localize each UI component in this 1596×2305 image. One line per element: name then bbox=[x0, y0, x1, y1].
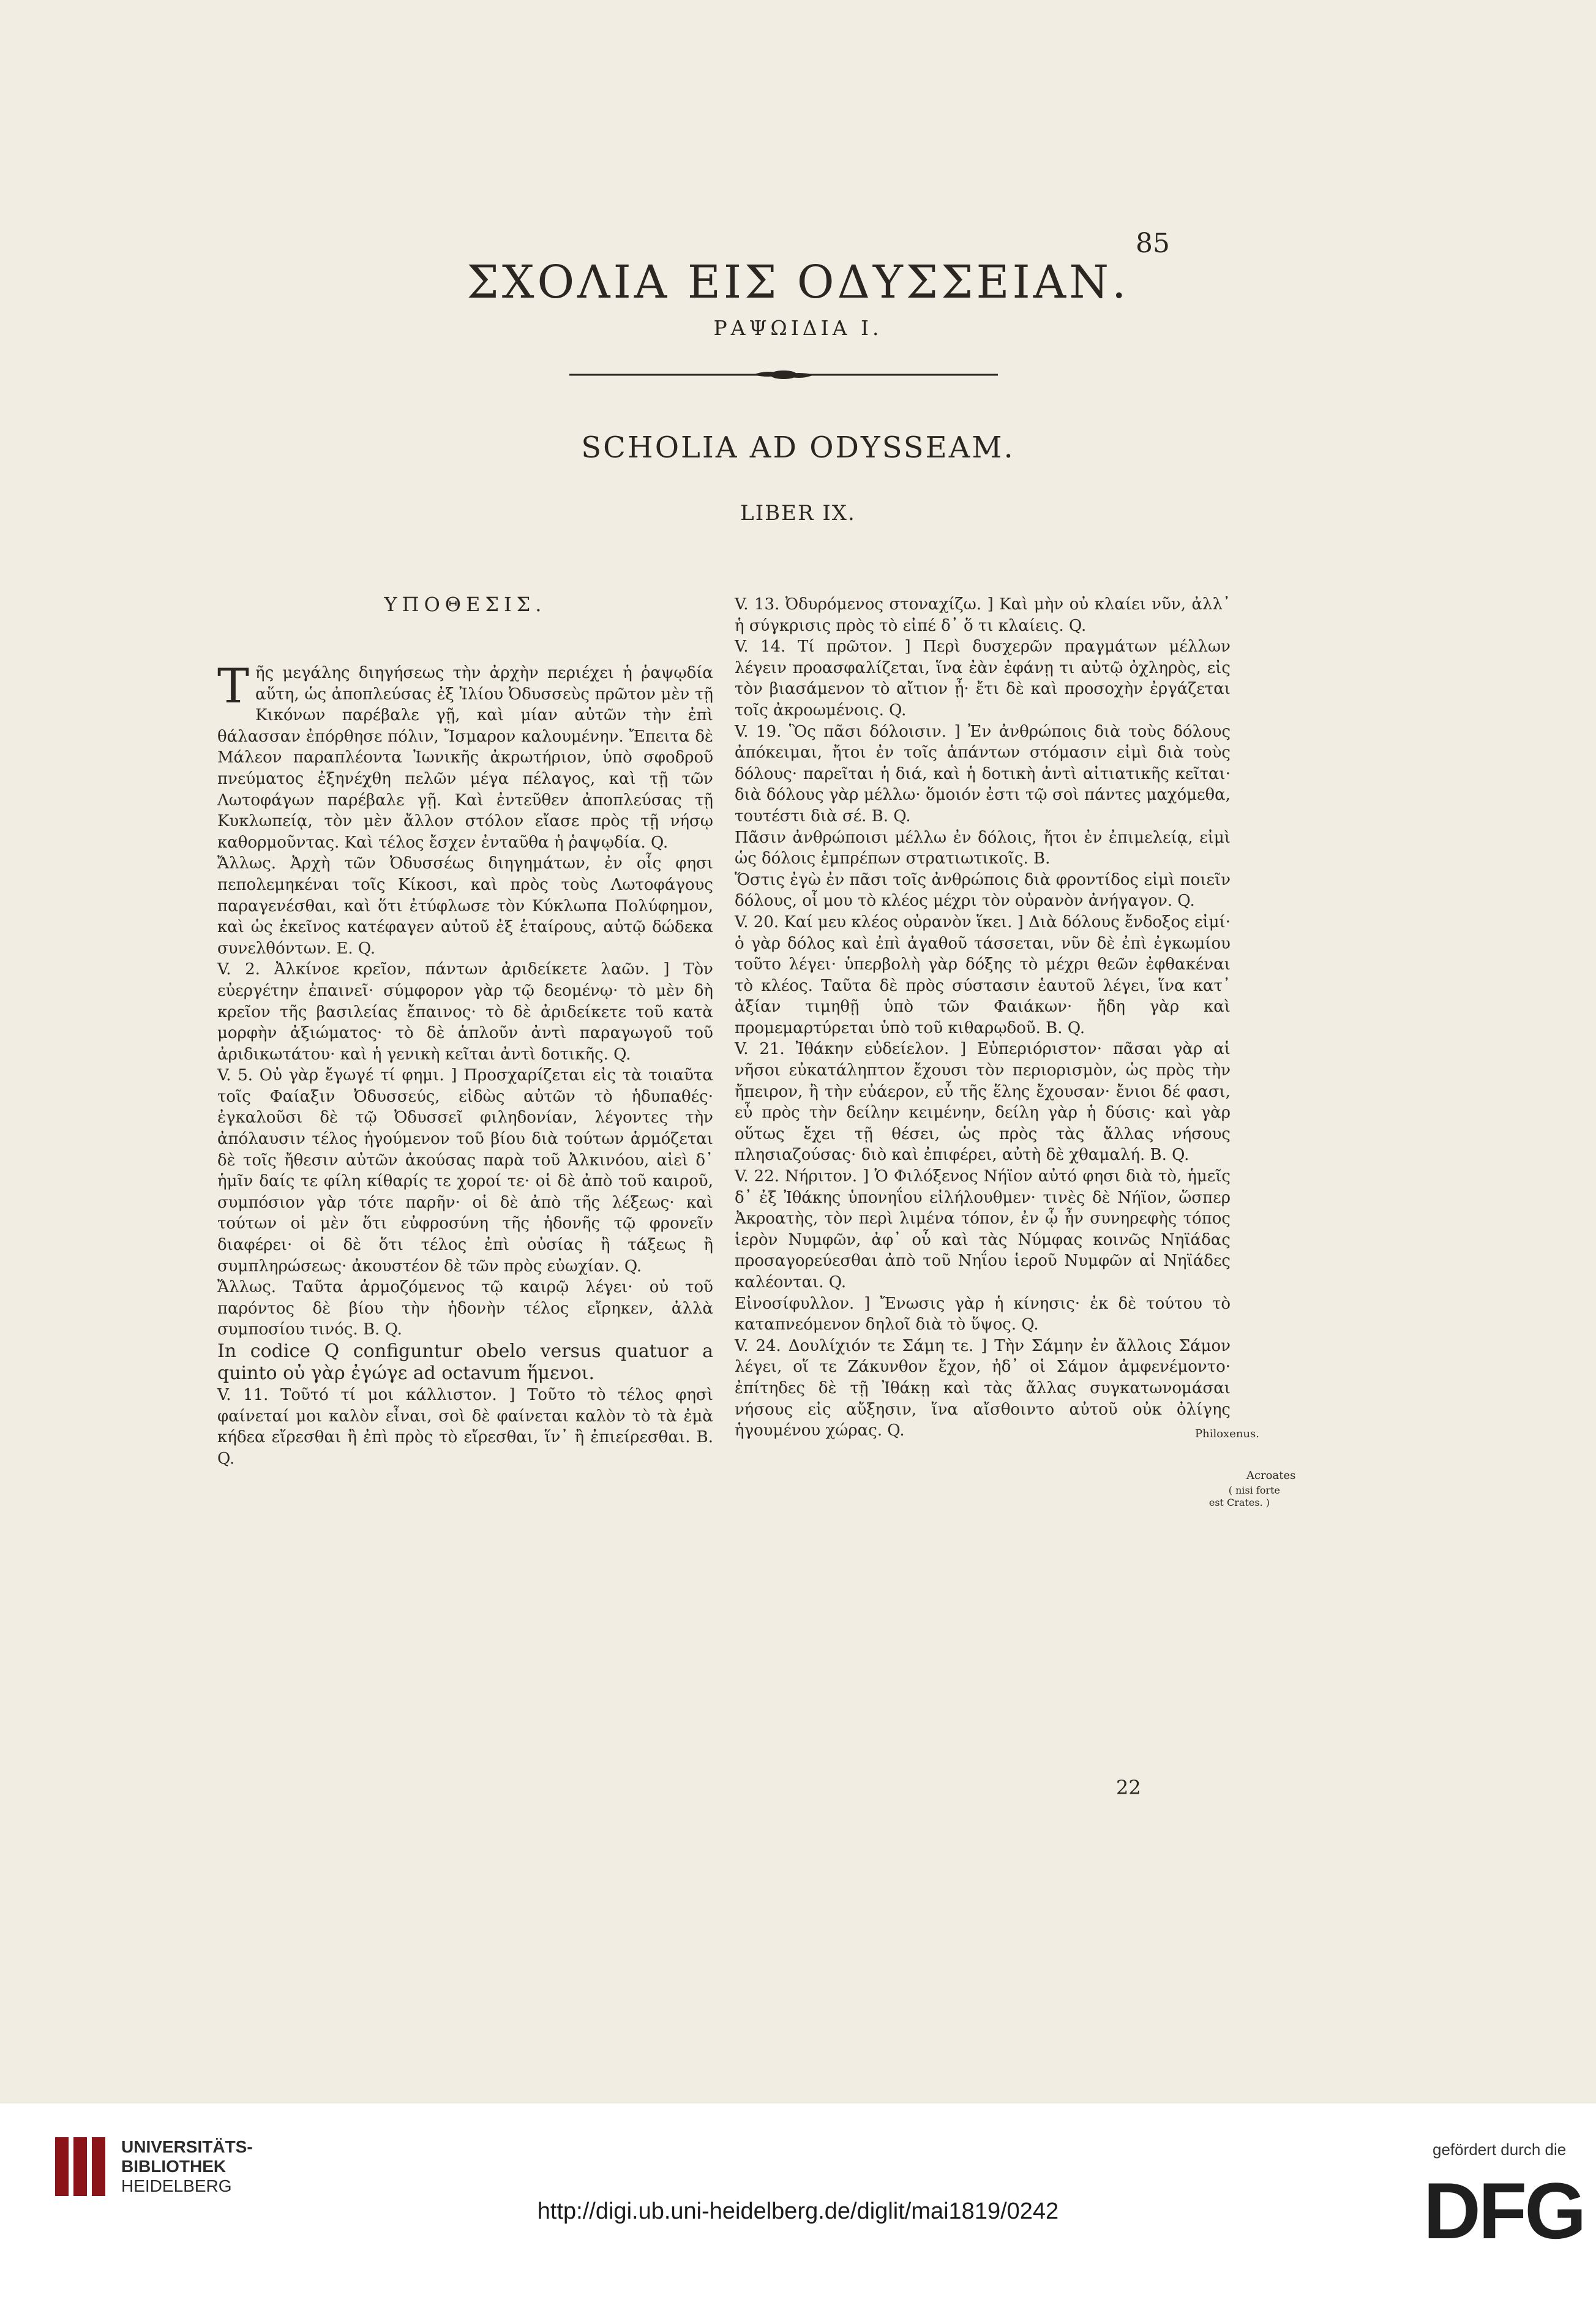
ornament-divider bbox=[569, 367, 998, 382]
scholion-paragraph: V. 13. Ὀδυρόμενος στοναχίζω. ] Καὶ μὴν οὐ κλαίει νῦν, ἀλλ᾽ ἡ σύγκρισις πρὸς τὸ εἰπέ δ᾽ ὅ τι κλαίεις. Q. bbox=[735, 595, 1231, 635]
title-greek: ΣΧΟΛΙΑ ΕΙΣ ΟΔΥΣΣΕΙΑΝ. bbox=[466, 256, 1130, 309]
logo-bar bbox=[73, 2137, 87, 2196]
page-number: 85 bbox=[1136, 228, 1170, 259]
logo-bar bbox=[55, 2137, 69, 2196]
scholion-paragraph: V. 11. Τοῦτό τί μοι κάλλιστον. ] Τοῦτο τὸ τέλος φησὶ φαίνεταί μοι καλὸν εἶναι, σοὶ δὲ φαίνεται καλὸν τὸ τὰ ἐμὰ κήδεα εἴρεσθαι ἢ ἐπὶ πρὸς τὸ εἴρεσθαι, ἵν᾽ ἢ ἐπιείρεσθαι. B. Q. bbox=[217, 1386, 713, 1468]
scholion-paragraph: Πᾶσιν ἀνθρώποισι μέλλω ἐν δόλοις, ἤτοι ἐν ἐπιμελείᾳ, εἰμὶ ὡς δόλοις ἐμπρέπων στρατιωτικοῖς. B. bbox=[735, 828, 1231, 868]
permalink-url[interactable]: http://digi.ub.uni-heidelberg.de/diglit/mai1819/0242 bbox=[537, 2198, 1059, 2224]
margin-note-acroates-2: ( nisi forte bbox=[1228, 1484, 1280, 1496]
scholion-paragraph: Εἰνοσίφυλλον. ] Ἔνωσις γὰρ ἡ κίνησις· ἐκ δὲ τούτου τὸ καταπνεόμενον δηλοῖ διὰ τὸ ὕψος. Q. bbox=[735, 1294, 1231, 1334]
right-column bbox=[735, 594, 1231, 1442]
scholion-paragraph: V. 5. Οὐ γὰρ ἔγωγέ τί φημι. ] Προσχαρίζεται εἰς τὰ τοιαῦτα τοῖς Φαίαξιν Ὀδυσσεύς, εἰδὼς αὐτῶν τὸ ἡδυπαθές· ἐγκαλοῦσι δὲ τῷ Ὀδυσσεῖ φιληδονίαν, λέγοντες τὴν ἀπόλαυσιν τέλος ἡγούμενον τοῦ βίου διὰ τούτων ἁρμόζεται δὲ τοῖς ἤθεσιν αὐτῶν ἀκούσας παρὰ τοῦ Ἀλκινόου, αἰεὶ δ᾽ ἡμῖν δαίς τε φίλη κίθαρίς τε χοροί τε· οἱ δὲ ἀπὸ τοῦ καιροῦ, συμπόσιον γὰρ τότε παρῆν· οἱ δὲ ἀπὸ τῆς λέξεως· καὶ τούτων οἱ μὲν ὅτι εὐφροσύνη τῆς ἡδονῆς τῷ φρονεῖν διαφέρει· οἱ δὲ ὅτι τέλος ἐπὶ οὐσίας ἢ τάξεως ἢ συμπληρώσεως· ἀκουστέον δὲ τῶν πρὸς εὐωχίαν. Q. bbox=[217, 1066, 713, 1276]
latin-note: In codice Q configuntur obelo versus quatuor a quinto οὐ γὰρ ἐγώγε ad octavum ἥμενοι. bbox=[217, 1341, 713, 1384]
drop-cap: Τ bbox=[217, 659, 250, 714]
hypothesis-text: ῆς μεγάλης διηγήσεως τὴν ἀρχὴν περιέχει ἡ ῥαψῳδία αὕτη, ὡς ἀποπλεύσας ἐξ Ἰλίου Ὀδυσσεὺς πρῶτον μὲν τῇ Κικόνων παρέβαλε γῇ, καὶ μίαν αὐτῶν τὴν ἐπὶ θάλασσαν ἐπόρθησε πόλιν, Ἴσμαρον καλουμένην. Ἔπειτα δὲ Μάλεον παραπλέοντα Ἰωνικῆς ἀκρωτήριον, ὑπὸ σφοδροῦ πνεύματος ἐξηνέχθη πελῶν μέγα πέλαγος, καὶ τῇ τῶν Λωτοφάγων παρέβαλε γῇ. Καὶ ἐντεῦθεν ἀποπλεύσας τῇ Κυκλωπείᾳ, τὸν μὲν ἄλλον στόλον εἴασε πρὸς τῇ νήσῳ καθορμοῦντας. Καὶ τέλος ἔσχεν ἐνταῦθα ἡ ῥαψῳδία. Q. bbox=[217, 664, 713, 852]
university-name-line3: HEIDELBERG bbox=[121, 2176, 232, 2195]
subtitle-latin: LIBER IX. bbox=[740, 501, 856, 525]
university-logo[interactable] bbox=[55, 2137, 253, 2205]
logo-bar bbox=[92, 2137, 105, 2196]
hypothesis-paragraph bbox=[217, 659, 713, 853]
scholion-paragraph: Ἄλλως. Ταῦτα ἁρμοζόμενος τῷ καιρῷ λέγει· οὐ τοῦ παρόντος δὲ βίου τὴν ἡδονὴν τέλος εἴρηκεν, ἀλλὰ συμποσίου τινός. B. Q. bbox=[217, 1278, 713, 1339]
viewer-footer bbox=[0, 2104, 1596, 2305]
left-column bbox=[217, 594, 713, 1469]
university-name-line2: BIBLIOTHEK bbox=[121, 2157, 227, 2176]
scholion-paragraph: V. 2. Ἀλκίνοε κρεῖον, πάντων ἀριδείκετε λαῶν. ] Τὸν εὐεργέτην ἐπαινεῖ· σύμφορον γὰρ τῷ δεομένῳ· τὸ μὲν δὴ κρεῖον τῆς βασιλείας ἔπαινος· τὸ δὲ ἀριδείκετε τοῦ κατὰ μορφὴν ἀξιώματος· τὸ δὲ ἁπλοῦν ἀντὶ παραγωγοῦ τοῦ ἀριδικωτάτου· καὶ ἡ γενικὴ κεῖται ἀντὶ δοτικῆς. Q. bbox=[217, 960, 713, 1064]
scholion-paragraph: Ἄλλως. Ἀρχὴ τῶν Ὀδυσσέως διηγημάτων, ἐν οἷς φησι πεπολεμηκέναι τοῖς Κίκοσι, καὶ πρὸς τοὺς Λωτοφάγους παραγενέσθαι, καὶ ὅτι ἐτύφλωσε τὸν Κύκλωπα Πολύφημον, καὶ ὡς ἐκεῖνος κατέφαγεν αὐτοῦ ἐξ ἑταίρους, αὐτῷ δώδεκα συνελθόντων. E. Q. bbox=[217, 854, 713, 958]
subtitle-greek: ΡΑΨΩΙΔΙΑ Ι. bbox=[713, 316, 883, 340]
university-name-line1: UNIVERSITÄTS- bbox=[121, 2137, 253, 2156]
dfg-logo[interactable]: DFG bbox=[1423, 2166, 1584, 2255]
margin-note-acroates-3: est Crates. ) bbox=[1208, 1497, 1270, 1508]
margin-note-acroates: Acroates bbox=[1246, 1469, 1296, 1482]
title-latin: SCHOLIA AD ODYSSEAM. bbox=[581, 431, 1015, 465]
scholion-paragraph: V. 14. Τί πρῶτον. ] Περὶ δυσχερῶν πραγμάτων μέλλων λέγειν προασφαλίζεται, ἵνα ἐὰν ἐφάνῃ τι αὐτῷ ὀχληρὸς, εἰς τὸν βιασάμενον τὸ αἴτιον ᾖ· ἔτι δὲ καὶ προσοχὴν ἐργάζεται τοῖς ἀκροωμένοις. Q. bbox=[735, 637, 1231, 720]
scholion-paragraph: V. 19. Ὃς πᾶσι δόλοισιν. ] Ἐν ἀνθρώποις διὰ τοὺς δόλους ἀπόκειμαι, ἤτοι ἐν τοῖς ἁπάντων στόμασιν εἰμὶ διὰ τοὺς δόλους· παρεῖται ἡ διά, καὶ ἡ δοτικὴ ἀντὶ αἰτιατικῆς κεῖται· διὰ δόλους γὰρ μέλλω· ὅμοιόν ἐστι τῷ σοὶ πάντες μαχόμεθα, τουτέστι διὰ σέ. B. Q. bbox=[735, 722, 1231, 825]
signature-mark: 22 bbox=[1116, 1776, 1141, 1799]
hypothesis-heading: ΥΠΟΘΕΣΙΣ. bbox=[384, 593, 547, 616]
scholion-paragraph: V. 24. Δουλίχιόν τε Σάμη τε. ] Τὴν Σάμην ἐν ἄλλοις Σάμον λέγει, οἵ τε Ζάκυνθον ἔχον, ἠδ᾽ οἱ Σάμον ἀμφενέμοντο· ἐπίτηδες δὲ τῇ Ἰθάκῃ καὶ τὰς ἄλλας συγκατωνομάσαι νήσους εἰς αὔξησιν, ἵνα αἴσθοιντο αὐτοῦ οὐκ ὀλίγης ἡγουμένου χώρας. Q. bbox=[735, 1336, 1231, 1440]
margin-note-philoxenus: Philoxenus. bbox=[1195, 1427, 1260, 1440]
scholion-paragraph: V. 22. Νήριτον. ] Ὁ Φιλόξενος Νήϊον αὐτό φησι διὰ τὸ, ἡμεῖς δ᾽ ἐξ Ἰθάκης ὑπονηΐου εἰλήλουθμεν· τινὲς δὲ Νήϊον, ὥσπερ Ἀκροατὴς, τὸν περὶ λιμένα τόπον, ἐν ᾧ ἦν συνηρεφὴς τόπος ἱερὸν Νυμφῶν, ἀφ᾽ οὗ καὶ τὰς Νύμφας κοινῶς Νηϊάδας προσαγορεύεσθαι ἀπὸ τοῦ Νηΐου ἱεροῦ Νυμφῶν αἱ Νηϊάδες καλέονται. Q. bbox=[735, 1167, 1231, 1292]
scholion-paragraph: V. 20. Καί μευ κλέος οὐρανὸν ἵκει. ] Διὰ δόλους ἔνδοξος εἰμί· ὁ γὰρ δόλος καὶ ἐπὶ ἀγαθοῦ τάσσεται, νῦν δὲ ἐπὶ ἐγκωμίου τοῦτο λέγει· ὑπερβολὴ γὰρ δόξης τὸ μέχρι θεῶν ἐφθακέναι τὸ κλέος. Ταῦτα δὲ πρὸς σύστασιν ἑαυτοῦ λέγει, ἵνα κατ᾽ ἀξίαν τιμηθῇ ὑπὸ τῶν Φαιάκων· ἤδη γὰρ καὶ προμεμαρτύρεται ὑπὸ τοῦ κιθαρῳδοῦ. B. Q. bbox=[735, 912, 1231, 1037]
scholion-paragraph: V. 21. Ἰθάκην εὐδείελον. ] Εὐπεριόριστον· πᾶσαι γὰρ αἱ νῆσοι εὐκατάληπτον ἔχουσι τὸν περιορισμὸν, ὡς πρὸς τὴν ἤπειρον, ἢ τὴν εὐάερον, εὖ τῆς ἕλης ἔχουσαν· ἔνιοι δέ φασι, εὖ πρὸς τὴν δείλην κειμένην, δείλη γὰρ ἡ δύσις· καὶ γὰρ οὕτως ἔχει τῇ θέσει, ὡς πρὸς τὰς ἄλλας νήσους πλησιαζούσας· διὸ καὶ ἐπιφέρει, αὐτὴ δὲ χθαμαλή. B. Q. bbox=[735, 1040, 1231, 1165]
sponsor-text: gefördert durch die bbox=[1433, 2140, 1567, 2159]
scholion-paragraph: Ὅστις ἐγὼ ἐν πᾶσι τοῖς ἀνθρώποις διὰ φροντίδος εἰμὶ ποιεῖν δόλους, οἷ μου τὸ κλέος μέχρι τὸν οὐρανὸν ἀνήγαγον. Q. bbox=[735, 870, 1231, 911]
